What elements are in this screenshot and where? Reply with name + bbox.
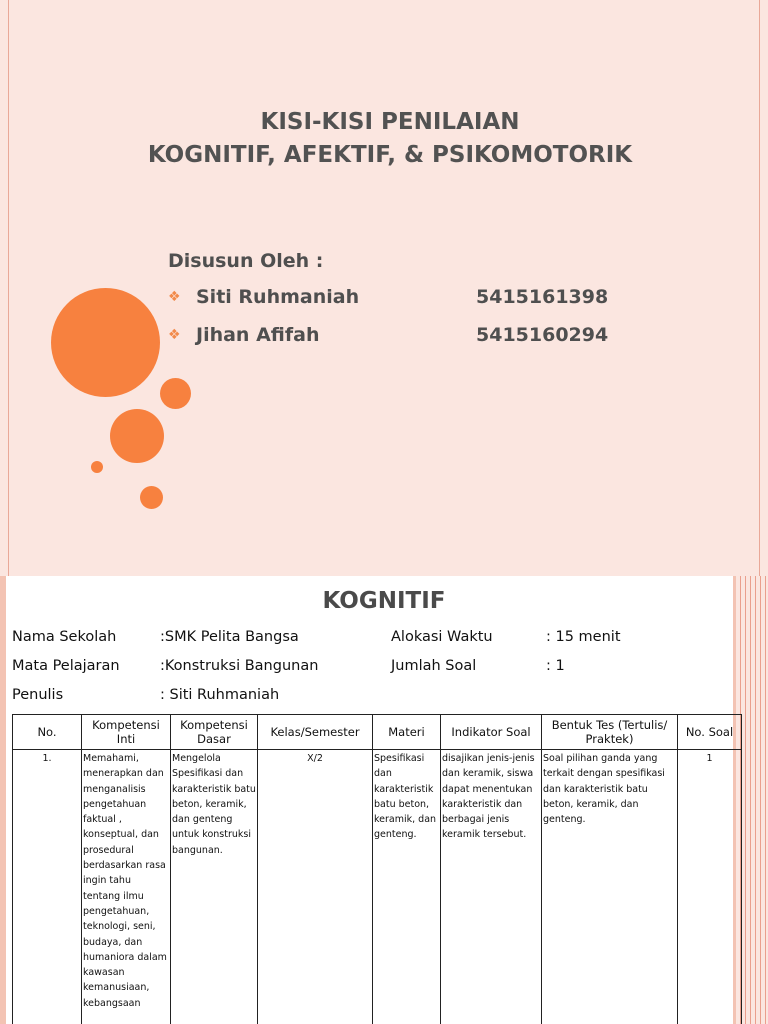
- header-kelas-semester: Kelas/Semester: [258, 715, 373, 750]
- diamond-bullet-icon: ❖: [168, 327, 181, 343]
- table-header-row: [13, 715, 742, 750]
- cell-kompetensi-dasar: Mengelola Spesifikasi dan karakteristik batu beton, keramik, dan genteng untuk konstruksi bangunan.: [171, 750, 258, 1024]
- header-indikator-soal: Indikator Soal: [441, 715, 542, 750]
- cell-no: 1.: [13, 750, 82, 1024]
- author-row: [168, 278, 648, 316]
- right-border-line: [759, 0, 760, 576]
- left-band-decoration: [0, 576, 6, 1024]
- title-line-2: KOGNITIF, AFEKTIF, & PSIKOMOTORIK: [147, 142, 633, 168]
- slide-title: KOGNITIF: [322, 588, 446, 614]
- title-line-1: KISI-KISI PENILAIAN: [260, 109, 520, 135]
- cell-bentuk-tes: Soal pilihan ganda yang terkait dengan spesifikasi dan karakteristik batu beton, keramik, dan genteng.: [542, 750, 678, 1024]
- jumlah-soal-value: : 1: [546, 658, 565, 674]
- cell-kompetensi-inti: Memahami, menerapkan dan menganalisis pengetahuan faktual , konseptual, dan prosedural berdasarkan rasa ingin tahu tentang ilmu pengetahuan, teknologi, seni, budaya, dan humaniora dalam kawasan kemanusiaan, kebangsaan: [82, 750, 171, 1024]
- header-no-soal: No. Soal: [678, 715, 742, 750]
- large-circle-decoration: [51, 288, 160, 397]
- header-kompetensi-dasar: Kompetensi Dasar: [171, 715, 258, 750]
- alokasi-waktu-value: : 15 menit: [546, 629, 621, 645]
- left-border-line: [8, 0, 9, 576]
- cell-indikator-soal: disajikan jenis-jenis dan keramik, siswa dapat menentukan karakteristik dan berbagai jenis keramik tersebut.: [441, 750, 542, 1024]
- diamond-bullet-icon: ❖: [168, 289, 181, 305]
- author-nim: 5415160294: [476, 324, 609, 346]
- table-row: [13, 750, 742, 1024]
- disusun-oleh-label: Disusun Oleh :: [168, 250, 324, 272]
- authors-block: [168, 244, 648, 354]
- alokasi-waktu-label: Alokasi Waktu: [391, 629, 493, 645]
- header-kompetensi-inti: Kompetensi Inti: [82, 715, 171, 750]
- penulis-label: Penulis: [12, 687, 64, 703]
- cell-materi: Spesifikasi dan karakteristik batu beton, keramik, dan genteng.: [373, 750, 441, 1024]
- header-bentuk-tes: Bentuk Tes (Tertulis/ Praktek): [542, 715, 678, 750]
- mata-pelajaran-value: :Konstruksi Bangunan: [160, 658, 319, 674]
- tiny-circle-decoration: [91, 461, 103, 473]
- slide-title: [120, 106, 660, 172]
- small-circle-decoration-2: [140, 486, 163, 509]
- jumlah-soal-label: Jumlah Soal: [391, 658, 477, 674]
- header-materi: Materi: [373, 715, 441, 750]
- author-row: [168, 316, 648, 354]
- author-name: Jihan Afifah: [196, 324, 320, 346]
- nama-sekolah-value: :SMK Pelita Bangsa: [160, 629, 299, 645]
- penulis-value: : Siti Ruhmaniah: [160, 687, 280, 703]
- mata-pelajaran-label: Mata Pelajaran: [12, 658, 120, 674]
- header-no: No.: [13, 715, 82, 750]
- nama-sekolah-label: Nama Sekolah: [12, 629, 117, 645]
- kisi-kisi-table: [12, 714, 742, 1024]
- author-nim: 5415161398: [476, 286, 609, 308]
- author-name: Siti Ruhmaniah: [196, 286, 360, 308]
- small-circle-decoration: [160, 378, 191, 409]
- cell-no-soal: 1: [678, 750, 742, 1024]
- kognitif-slide: [0, 576, 768, 1024]
- medium-circle-decoration: [110, 409, 164, 463]
- cell-kelas-semester: X/2: [258, 750, 373, 1024]
